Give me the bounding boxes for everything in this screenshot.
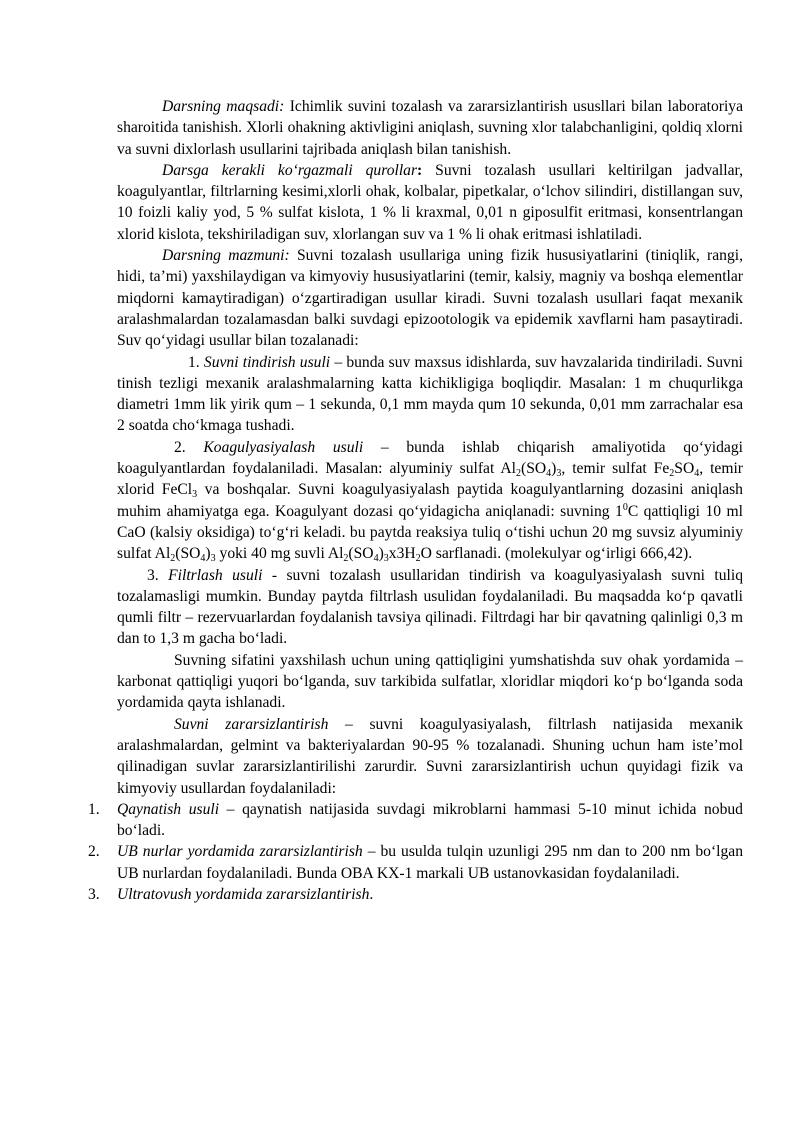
method3-text: - suvni tozalash usullaridan tindirish va koagulyasiyalash suvni tuliq tozalamasligi mumkin. Bunday paytda filtrlash usulidan foydalaniladi. Bu maqsadda ko‘p qavatli qumli filtr – rezervuarlardan foydalanish tavsiya qilinadi. Filtrdagi har bir qavatning qalinligi 0,3 m dan to 1,3 m gacha bo‘ladi. — [117, 566, 743, 648]
method2-label: Koagulyasiyalash usuli — [203, 438, 364, 456]
method2-text: C qattiqligi 10 ml CaO (kalsiy oksidiga) to‘g‘ri keladi. bu paytda reaksiya tuliq o‘tishi uchun 20 mg suvsiz alyuminiy sulfat Al — [117, 502, 743, 563]
method3-number: 3. — [147, 566, 159, 584]
subscript: 4 — [546, 468, 552, 480]
method2-text: O sarflanadi. (molekulyar og‘irligi 666,42). — [420, 545, 693, 563]
subscript: 4 — [694, 468, 700, 480]
subscript: 3 — [210, 553, 216, 565]
list-item-text: – qaynatish natijasida suvdagi mikroblarni hammasi 5-10 minut ichida nobud bo‘ladi. — [117, 800, 743, 840]
list-item-text: – bu usulda tulqin uzunligi 295 nm dan to 200 nm bo‘lgan UB nurlardan foydalaniladi. Bunda OBA KX-1 markali UB ustanovkasidan foydalaniladi. — [117, 843, 743, 882]
method2-text: , temir sulfat Fe — [561, 460, 670, 478]
materials-paragraph — [117, 160, 743, 245]
method3-paragraph — [117, 565, 743, 650]
list-item-number: 2. — [88, 843, 100, 861]
subscript: 3 — [383, 553, 389, 565]
list-item-label: Qaynatish usuli — [117, 800, 220, 818]
method2-text: ) — [551, 460, 557, 478]
method2-text: (SO — [175, 545, 201, 563]
method2-text: x3H — [388, 545, 416, 563]
subscript: 2 — [516, 468, 521, 480]
subscript: 3 — [192, 489, 198, 501]
method2-text: ) — [205, 545, 211, 563]
goal-label: Darsning maqsadi: — [162, 98, 285, 115]
method2-text: yoki 40 mg suvli Al — [215, 545, 344, 563]
subscript: 3 — [556, 468, 562, 480]
content-text: Suvni tozalash usullariga uning fizik hususiyatlarini (tiniqlik, rangi, hidi, ta’mi) yaxshilaydigan va kimyoviy hususiyatlarini (temir, kalsiy, magniy va boshqa elementlar miqdorni kamaytiradigan) o‘zgartiradigan usullar kiradi. Suvni tozalash usullari faqat mexanik aralashmalardan tozalamasdan balki suvdagi epizootologik va epidemik xavflarni ham pasaytiradi. Suv qo‘yidagi usullar bilan tozalanadi: — [117, 247, 743, 350]
list-item — [88, 799, 743, 842]
list-item-text: . — [369, 885, 374, 903]
subscript: 4 — [200, 553, 206, 565]
method2-paragraph — [117, 437, 743, 565]
subscript: 4 — [373, 553, 379, 565]
goal-text: Ichimlik suvini tozalash va zararsizlantirish ususllari bilan laboratoriya sharoitida tanishish. Xlorli ohakning aktivligini aniqlash, suvning xlor talabchanligini, qoldiq xlorni va suvni dixlorlash usullarini tajribada aniqlash bilan tanishish. — [117, 98, 744, 158]
method1-number: 1. — [188, 353, 200, 371]
method2-text: SO — [674, 460, 695, 478]
list-item-number: 1. — [88, 800, 100, 818]
method2-text: ) — [378, 545, 384, 563]
subscript: 2 — [415, 553, 421, 565]
method2-text: (SO — [348, 545, 374, 563]
method1-label: Suvni tindirish usuli — [203, 353, 331, 371]
disinfection-methods-list — [88, 799, 743, 905]
document-page — [88, 96, 744, 905]
materials-label: Darsga kerakli ko‘rgazmali qurollar — [162, 161, 418, 179]
disinfection-paragraph — [117, 714, 743, 799]
content-paragraph — [117, 245, 743, 351]
disinfection-text: – suvni koagulyasiyalash, filtrlash natijasida mexanik aralashmalardan, gelmint va bakteriyalardan 90-95 % tozalanadi. Shuning uchun ham iste’mol qilinadigan suvlar zararsizlantirilishi zarurdir. Suvni zararsizlantirish uchun quyidagi fizik va kimyoviy usullardan foydalaniladi: — [117, 715, 743, 797]
method2-text: , temir xlorid FeCl — [117, 460, 743, 499]
softening-text: Suvning sifatini yaxshilash uchun uning qattiqligini yumshatishda suv ohak yordamida – karbonat qattiqligi yuqori bo‘lganda, suv tarkibida sulfatlar, xloridlar miqdori ko‘p bo‘lganda soda yordamida qayta ishlanadi. — [117, 651, 743, 712]
method1-text: – bunda suv maxsus idishlarda, suv havzalarida tindiriladi. Suvni tinish tezligi mexanik aralashmalarning katta kichikligiga boqliqdir. Masalan: 1 m chuqurlikga diametri 1mm lik yirik qum – 1 sekunda, 0,1 mm mayda qum 10 sekunda, 0,01 mm zarrachalar esa 2 soatda cho‘kmaga tushadi. — [117, 353, 743, 435]
list-item — [88, 841, 743, 884]
softening-paragraph — [117, 650, 743, 714]
method1-paragraph — [117, 352, 743, 437]
method2-number: 2. — [174, 438, 186, 456]
list-item-label: UB nurlar yordamida zararsizlantirish — [117, 843, 363, 861]
list-item — [88, 884, 743, 905]
materials-colon: : — [417, 161, 423, 179]
method2-text: – bunda ishlab chiqarish amaliyotida qo‘yidagi koagulyantlardan foydalaniladi. Masalan: alyuminiy sulfat Al — [117, 438, 743, 478]
list-item-number: 3. — [88, 885, 100, 903]
subscript: 2 — [170, 553, 176, 565]
materials-text: Suvni tozalash usullari keltirilgan jadvallar, koagulyantlar, filtrlarning kesimi,xlorli ohak, kolbalar, pipetkalar, o‘lchov silindiri, distillangan suv, 10 foizli kaliy yod, 5 % sulfat kislota, 1 % li kraxmal, 0,01 n giposulfit eritmasi, konsentrlangan xlorid kislota, tekshiriladigan suv, xlorlangan suv va 1 % li ohak eritmasi ishlatiladi. — [117, 161, 743, 243]
subscript: 2 — [669, 468, 675, 480]
method3-label: Filtrlash usuli — [168, 566, 263, 584]
subscript: 2 — [343, 553, 349, 565]
content-label: Darsning mazmuni: — [162, 247, 290, 265]
method2-text: va boshqalar. Suvni koagulyasiyalash paytida koagulyantlarning dozasini aniqlash muhim ahamiyatga ega. Koagulyant dozasi qo‘yidagicha aniqlanadi: suvning 1 — [117, 481, 743, 520]
method2-text: (SO — [521, 460, 547, 478]
goal-paragraph — [117, 96, 743, 160]
superscript: 0 — [622, 501, 628, 513]
disinfection-label: Suvni zararsizlantirish — [174, 715, 329, 733]
list-item-label: Ultratovush yordamida zararsizlantirish — [117, 885, 370, 903]
